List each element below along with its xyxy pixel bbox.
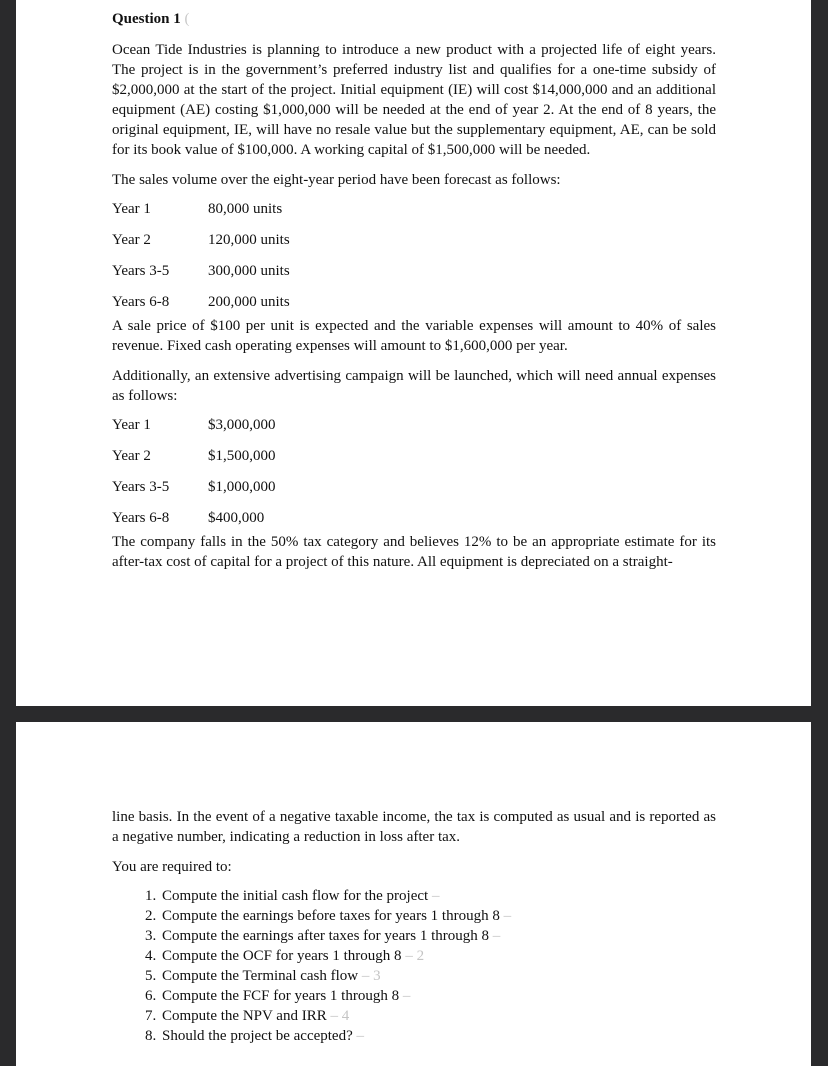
price-paragraph: A sale price of $100 per unit is expected and the variable expenses will amount to 40% of sales revenue. Fixed cash operating expenses will amount to $1,600,000 per year. (112, 318, 716, 354)
task-text: Compute the OCF for years 1 through 8 (162, 948, 402, 964)
advertising-row (112, 446, 716, 466)
task-mark: – (352, 1028, 365, 1044)
sales-row (112, 230, 716, 250)
intro-paragraph: Ocean Tide Industries is planning to introduce a new product with a projected life of eight years. The project is in the government’s preferred industry list and qualifies for a one-time subsidy of $2,000,000 at the start of the project. Initial equipment (IE) will cost $14,000,000 and an additional equipment (AE) costing $1,000,000 will be needed at the end of year 2. At the end of 8 years, the original equipment, IE, will have no resale value but the supplementary equipment, AE, can be sold for its book value of $100,000. A working capital of $1,500,000 will be needed. (112, 42, 716, 158)
advertising-period: Year 1 (112, 417, 151, 433)
task-list (112, 886, 716, 1046)
advertising-value: $3,000,000 (208, 417, 276, 433)
advertising-intro: Additionally, an extensive advertising campaign will be launched, which will need annual expenses as follows: (112, 368, 716, 404)
page-1-content (112, 9, 716, 572)
sales-intro: The sales volume over the eight-year period have been forecast as follows: (112, 172, 561, 188)
task-mark: – (399, 988, 411, 1004)
sales-row (112, 199, 716, 219)
sales-table (112, 199, 716, 312)
sales-value: 120,000 units (208, 232, 290, 248)
question-title (112, 9, 716, 29)
task-text: Compute the earnings before taxes for years 1 through 8 (162, 908, 500, 924)
document-page-2 (16, 722, 811, 1066)
advertising-row (112, 508, 716, 528)
task-text: Compute the Terminal cash flow (162, 968, 359, 984)
task-item (160, 886, 716, 906)
sales-row (112, 261, 716, 281)
sales-period: Years 3-5 (112, 263, 170, 279)
tax-paragraph-part2: line basis. In the event of a negative taxable income, the tax is computed as usual and is reported as a negative number, indicating a reduction in loss after tax. (112, 809, 716, 845)
task-text: Compute the initial cash flow for the project (162, 888, 429, 904)
sales-value: 300,000 units (208, 263, 290, 279)
task-mark: – 2 (401, 948, 425, 964)
task-item (160, 946, 716, 966)
sales-value: 200,000 units (208, 294, 290, 310)
sales-value: 80,000 units (208, 201, 283, 217)
task-text: Compute the earnings after taxes for years 1 through 8 (162, 928, 489, 944)
advertising-value: $1,000,000 (208, 479, 276, 495)
task-item (160, 986, 716, 1006)
advertising-value: $400,000 (208, 510, 265, 526)
question-title-mark: ( (184, 11, 190, 27)
sales-period: Year 1 (112, 201, 151, 217)
sales-period: Year 2 (112, 232, 151, 248)
task-mark: – (488, 928, 501, 944)
advertising-value: $1,500,000 (208, 448, 276, 464)
question-title-text: Question 1 (112, 11, 181, 27)
required-intro: You are required to: (112, 859, 232, 875)
task-text: Compute the FCF for years 1 through 8 (162, 988, 400, 1004)
sales-period: Years 6-8 (112, 294, 170, 310)
task-text: Should the project be accepted? (162, 1028, 353, 1044)
advertising-period: Years 3-5 (112, 479, 170, 495)
advertising-table (112, 415, 716, 528)
advertising-row (112, 415, 716, 435)
advertising-period: Years 6-8 (112, 510, 170, 526)
task-item (160, 926, 716, 946)
tax-paragraph-part1: The company falls in the 50% tax category and believes 12% to be an appropriate estimate for its after-tax cost of capital for a project of this nature. All equipment is depreciated on a straight- (112, 534, 716, 570)
task-mark: – 3 (358, 968, 381, 984)
task-item (160, 966, 716, 986)
sales-row (112, 292, 716, 312)
document-page-1 (16, 0, 811, 706)
task-mark: – (499, 908, 512, 924)
advertising-row (112, 477, 716, 497)
task-item (160, 1006, 716, 1026)
task-item (160, 906, 716, 926)
task-mark: – (428, 888, 440, 904)
page-2-content (112, 807, 716, 1046)
advertising-period: Year 2 (112, 448, 151, 464)
task-item (160, 1026, 716, 1046)
task-text: Compute the NPV and IRR (162, 1008, 327, 1024)
task-mark: – 4 (326, 1008, 350, 1024)
